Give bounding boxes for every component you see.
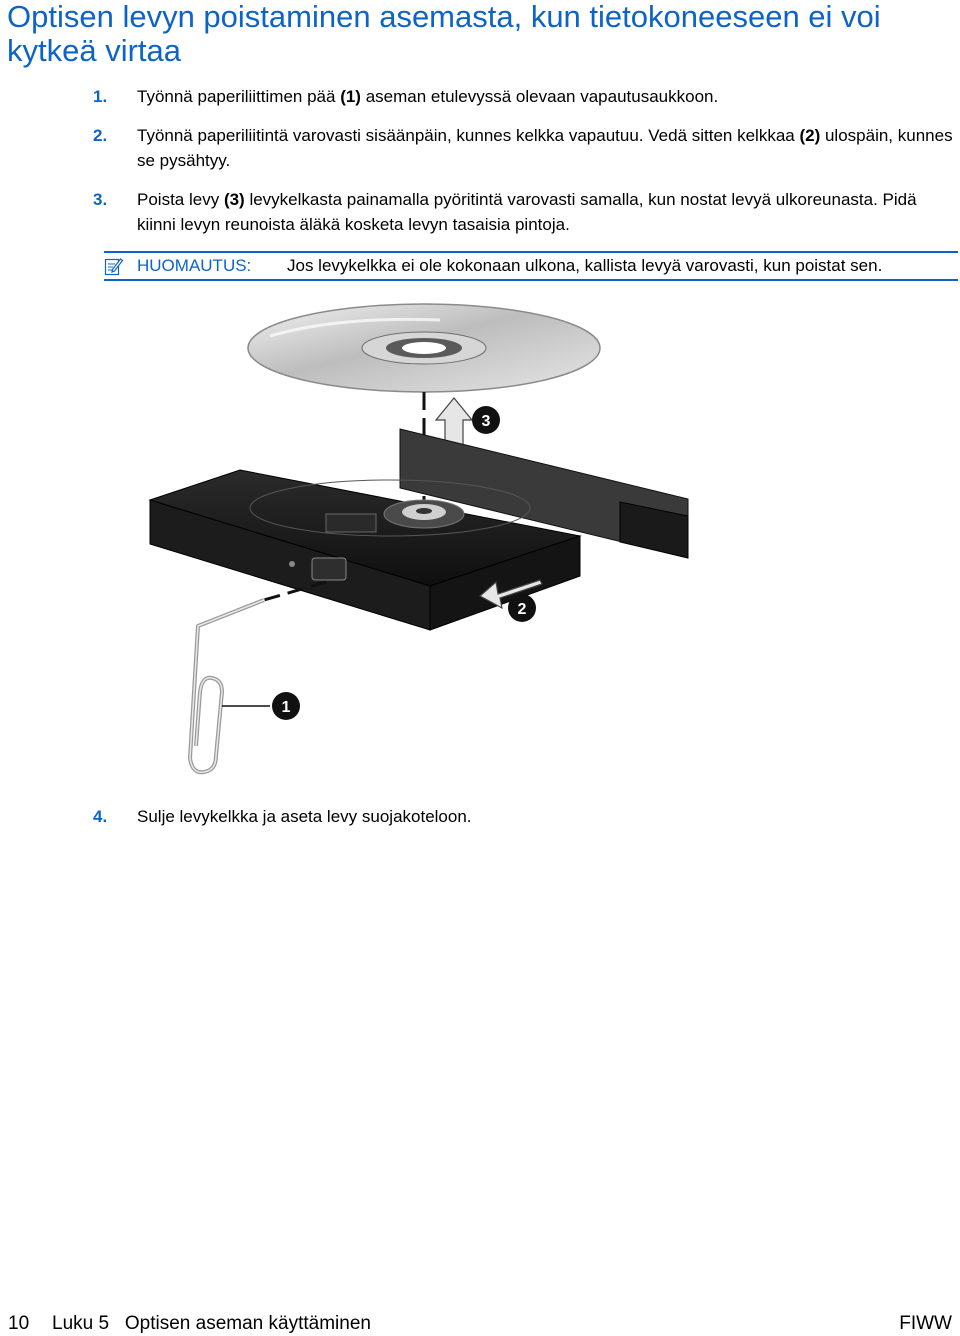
step-4 [93,804,959,829]
step-text: Sulje levykelkka ja aseta levy suojakoteloon. [137,807,472,826]
note-text: Jos levykelkka ei ole kokonaan ulkona, kallista levyä varovasti, kun poistat sen. [287,256,883,275]
step-text: Työnnä paperiliitintä varovasti sisäänpäin, kunnes kelkka vapautuu. Vedä sitten kelkkaa (2) ulospäin, kunnes se pysähtyy. [137,126,953,170]
note-box [104,251,958,281]
optical-disc [248,304,600,392]
disc-removal-illustration [140,296,700,780]
step-1 [93,84,959,109]
callout-1-label: 1 [281,699,291,716]
callout-3-badge [472,406,500,434]
step-number: 1. [93,87,108,106]
note-label: HUOMAUTUS: [137,256,252,275]
paperclip [190,582,326,772]
callout-1-badge [272,692,300,720]
step-text: Poista levy (3) levykelkasta painamalla pyöritintä varovasti samalla, kun nostat levyä ulkoreunasta. Pidä kiinni levyn reunoista äläkä kosketa levyn tasaisia pintoja. [137,190,917,234]
step-3 [93,187,959,237]
page-title: Optisen levyn poistaminen asemasta, kun tietokoneeseen ei voi kytkeä virtaa [7,0,881,68]
note-pencil-icon [104,256,124,276]
drive-tray [150,429,688,630]
callout-2-label: 2 [517,601,527,618]
step-text: Työnnä paperiliittimen pää (1) aseman etulevyssä olevaan vapautusaukkoon. [137,87,719,106]
document-code: FIWW [899,1313,952,1334]
chapter-title: Luku 5 Optisen aseman käyttäminen [52,1313,371,1334]
step-number: 4. [93,807,108,826]
step-2 [93,123,959,173]
step-number: 3. [93,190,108,209]
callout-2-badge [508,594,536,622]
page-footer [8,1312,952,1336]
page-number: 10 [8,1313,30,1334]
step-number: 2. [93,126,108,145]
callout-3-label: 3 [481,413,491,430]
